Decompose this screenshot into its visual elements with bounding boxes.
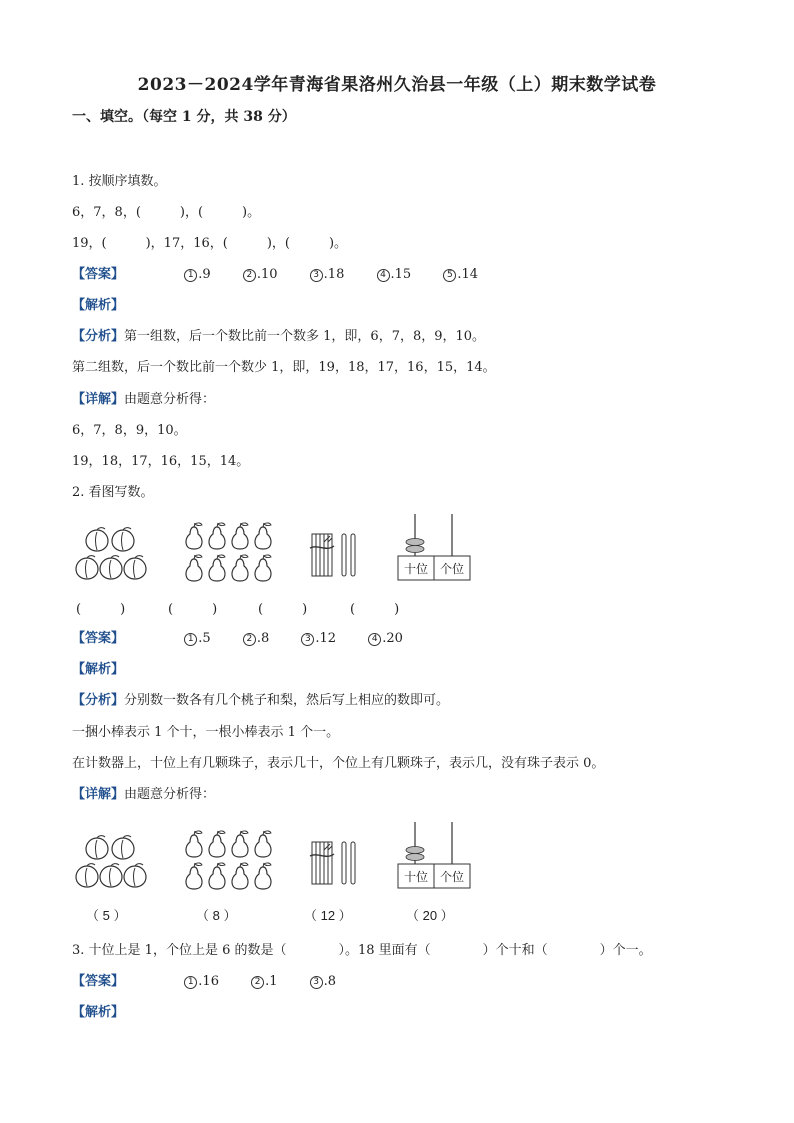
peach-group xyxy=(76,528,146,579)
answer-item: 3 .12 xyxy=(301,630,336,648)
answer-item: 5 .14 xyxy=(443,266,478,284)
abacus xyxy=(398,514,470,580)
q1-fenxi2: 第二组数，后一个数比前一个数少 1，即，19，18，17，16，15，14。 xyxy=(72,360,496,375)
peach-group xyxy=(76,836,146,887)
q2-fenxi2: 一捆小棒表示 1 个十，一根小棒表示 1 个一。 xyxy=(72,725,340,740)
q2-fenxi3: 在计数器上，十位上有几颗珠子，表示几十，个位上有几颗珠子，表示几，没有珠子表示 0。 xyxy=(72,756,605,771)
analysis-tag: 【解析】 xyxy=(72,298,125,313)
q1-detail-b: 19，18，17，16，15，14。 xyxy=(72,454,250,469)
analysis-tag: 【解析】 xyxy=(72,662,125,677)
blank-paren: ( ) xyxy=(76,602,126,617)
q2-figure-row xyxy=(72,512,492,588)
filled-answer: （ 20 ） xyxy=(406,908,454,923)
q1-detail: 【详解】由题意分析得： xyxy=(72,392,216,407)
abacus xyxy=(398,822,470,888)
page-title: 2023－2024学年青海省果洛州久治县一年级（上）期末数学试卷 xyxy=(137,75,657,95)
answer-item: 4 .15 xyxy=(377,266,412,284)
filled-answer: （ 8 ） xyxy=(196,908,237,923)
pear-group xyxy=(186,523,271,581)
answer-item: 3 .8 xyxy=(310,973,336,991)
q1-fenxi: 【分析】第一组数，后一个数比前一个数多 1，即，6，7，8，9，10。 xyxy=(72,329,486,344)
answer-item: 2 .10 xyxy=(243,266,278,284)
section-heading: 一、填空。（每空 1 分，共 38 分） xyxy=(72,109,296,125)
answer-tag: 【答案】 xyxy=(72,974,125,989)
analysis-tag: 【解析】 xyxy=(72,1005,125,1020)
q1-line-a: 6，7，8，( )，( )。 xyxy=(72,205,261,220)
abacus-tens-label: 十位 xyxy=(403,870,429,884)
blank-paren: ( ) xyxy=(168,602,218,617)
blank-paren: ( ) xyxy=(258,602,308,617)
q3-answer-line xyxy=(72,973,336,991)
q1-stem: 1. 按顺序填数。 xyxy=(72,174,167,189)
answer-tag: 【答案】 xyxy=(72,631,125,646)
answer-item: 1 .5 xyxy=(184,630,210,648)
filled-answer: （ 5 ） xyxy=(86,908,127,923)
abacus-tens-label: 十位 xyxy=(403,562,429,576)
q1-detail-a: 6，7，8，9，10。 xyxy=(72,423,187,438)
answer-item: 4 .20 xyxy=(368,630,403,648)
answer-tag: 【答案】 xyxy=(72,267,125,282)
q2-detail: 【详解】由题意分析得： xyxy=(72,787,216,802)
stick-bundle xyxy=(310,842,355,884)
q2-figure-row-detail xyxy=(72,820,492,896)
filled-answer: （ 12 ） xyxy=(304,908,352,923)
answer-item: 1 .16 xyxy=(184,973,219,991)
q1-line-b: 19，( )，17，16，( )，( )。 xyxy=(72,236,348,251)
answer-item: 2 .8 xyxy=(243,630,269,648)
pear-group xyxy=(186,831,271,889)
q3-stem: 3. 十位上是 1，个位上是 6 的数是（ ）。18 里面有（ ）个十和（ ）个一。 xyxy=(72,943,652,958)
answer-item: 2 .1 xyxy=(251,973,277,991)
answer-item: 1 .9 xyxy=(184,266,210,284)
abacus-ones-label: 个位 xyxy=(439,562,465,576)
q2-answer-line xyxy=(72,630,403,648)
q2-stem: 2. 看图写数。 xyxy=(72,485,154,500)
q1-answer-line xyxy=(72,266,478,284)
q2-fenxi: 【分析】分别数一数各有几个桃子和梨，然后写上相应的数即可。 xyxy=(72,693,450,708)
abacus-ones-label: 个位 xyxy=(439,870,465,884)
stick-bundle xyxy=(310,534,355,576)
answer-item: 3 .18 xyxy=(310,266,345,284)
blank-paren: ( ) xyxy=(350,602,400,617)
